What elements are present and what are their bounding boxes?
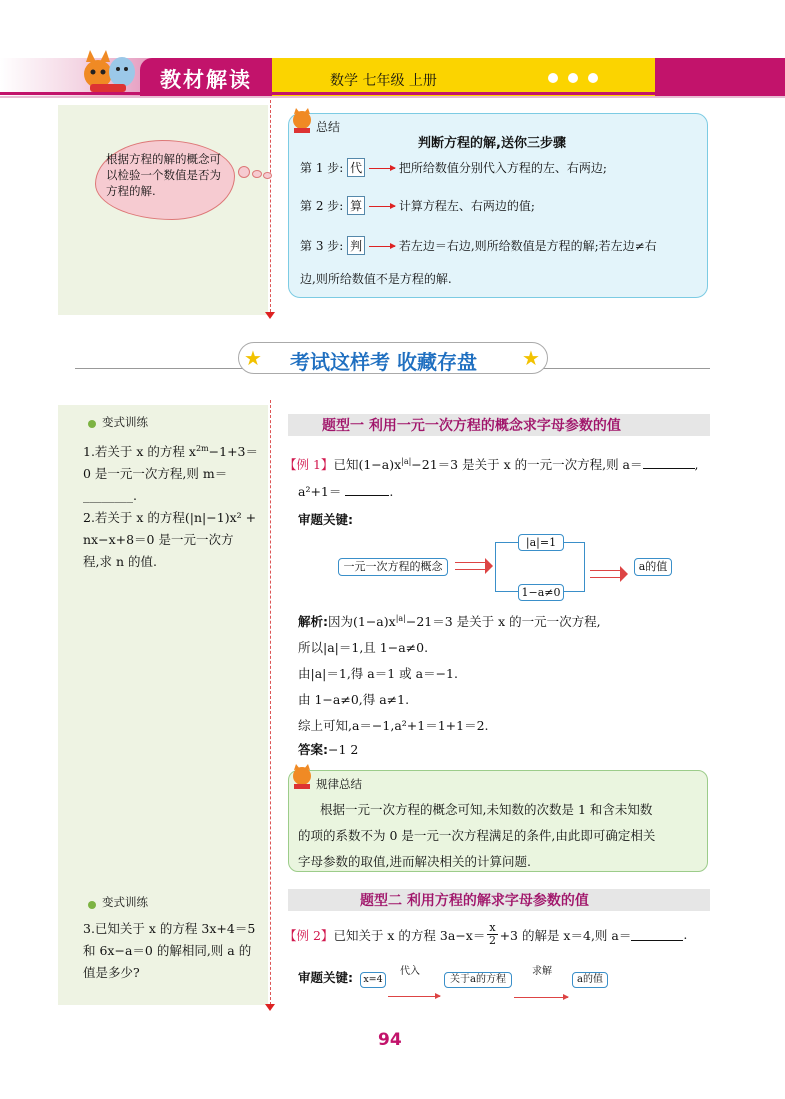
fraction-numerator: x [489, 921, 496, 934]
analysis-line-3: 由|a|＝1,得 a＝1 或 a＝−1. [298, 666, 458, 681]
example2-text-b: +3 的解是 x＝4,则 a＝ [499, 927, 632, 943]
type1-title: 题型一 利用一元一次方程的概念求字母参数的值 [322, 418, 621, 434]
section-banner-title: 考试这样考 收藏存盘 [290, 350, 477, 374]
column-divider [270, 100, 271, 312]
example1-tag: 【例 1】 [284, 457, 334, 472]
q3-line1: 3.已知关于 x 的方程 3x+4＝5 [83, 921, 256, 936]
analysis-text: 因为(1−a)x [328, 614, 396, 629]
star-icon: ★ [522, 346, 540, 370]
answer-label: 答案: [298, 742, 328, 757]
rule-label: 规律总结 [316, 777, 362, 791]
answer-value: −1 2 [328, 742, 359, 757]
mascot-icon [78, 50, 138, 94]
example1-sup: |a| [401, 456, 412, 466]
step-key: 判 [347, 236, 365, 255]
summary-step-3 [300, 236, 657, 255]
red-arrow-icon [369, 246, 395, 247]
q3-line2: 和 6x−a＝0 的解相同,则 a 的 [83, 943, 252, 958]
red-arrow-icon [369, 206, 395, 207]
flow2-arrow2-label: 求解 [532, 966, 552, 977]
analysis-line-4: 由 1−a≠0,得 a≠1. [298, 692, 410, 707]
cloud-note-text: 根据方程的解的概念可以检验一个数值是否为方程的解. [106, 152, 221, 198]
example1-line2: a²+1＝ . [298, 484, 394, 499]
summary-step-3-cont: 边,则所给数值不是方程的解. [300, 272, 452, 286]
example1-text-b: −21＝3 是关于 x 的一元一次方程,则 a＝ [411, 457, 643, 472]
side-question-1 [83, 438, 268, 573]
answer-line [298, 740, 358, 758]
thought-bubble [238, 166, 250, 178]
fraction [487, 922, 497, 947]
summary-heading: 判断方程的解,送你三步骤 [418, 136, 566, 151]
q3-line3: 值是多少? [83, 965, 140, 980]
analysis-line-1 [298, 612, 601, 630]
red-arrow-icon [514, 997, 568, 998]
answer-blank[interactable] [643, 457, 695, 469]
double-arrow-icon [590, 570, 620, 578]
summary-mascot-icon [290, 108, 314, 134]
key-label-1: 审题关键: [298, 512, 353, 527]
flow2-arrow1-label: 代入 [400, 966, 420, 977]
example1-line2-text: a²+1＝ [298, 484, 342, 499]
analysis-sup: |a| [395, 613, 406, 623]
side-exercise-label: 变式训练 [102, 415, 148, 429]
analysis-label: 解析: [298, 614, 328, 629]
flow2-mid-box: 关于a的方程 [444, 972, 512, 988]
type2-title: 题型二 利用方程的解求字母参数的值 [360, 893, 589, 909]
header-dot [568, 73, 578, 83]
q2-line1: 2.若关于 x 的方程(|n|−1)x² + [83, 510, 257, 526]
example1-text: 已知(1−a)x [333, 457, 402, 472]
header-dot [548, 73, 558, 83]
thought-bubble [252, 170, 262, 178]
answer-blank[interactable] [345, 484, 389, 496]
arrow-down-icon [265, 312, 275, 319]
step-prefix: 第 1 步: [300, 161, 344, 175]
header-dot [588, 73, 598, 83]
page-number: 94 [378, 1030, 402, 1050]
red-arrow-icon [369, 168, 395, 169]
rule-mascot-icon [290, 764, 314, 790]
side-exercise-label: 变式训练 [102, 895, 148, 909]
q1-text: 1.若关于 x 的方程 x [83, 444, 196, 460]
side-question-3 [83, 918, 268, 984]
flow-top-box: |a|=1 [518, 534, 564, 551]
rule-line-1: 根据一元一次方程的概念可知,未知数的次数是 1 和含未知数 [320, 802, 653, 817]
analysis-line-2: 所以|a|＝1,且 1−a≠0. [298, 640, 429, 655]
q1-line3: ________. [83, 488, 137, 504]
q2-line2: nx−x+8＝0 是一元一次方 [83, 532, 234, 548]
flow-end-box: a的值 [634, 558, 672, 576]
q1-sup: 2m [195, 444, 209, 453]
header-rule [0, 92, 785, 95]
pencil-icon [86, 896, 98, 915]
pencil-icon [86, 415, 98, 434]
flow2-end-box: a的值 [572, 972, 608, 988]
analysis-text-b: −21＝3 是关于 x 的一元一次方程, [405, 614, 601, 629]
arrow-down-icon [265, 1004, 275, 1011]
rule-line-3: 字母参数的取值,进而解决相关的计算问题. [298, 854, 531, 869]
header-rule-light [0, 96, 785, 98]
summary-step-2 [300, 196, 535, 215]
step-key: 算 [347, 196, 365, 215]
example2-tag: 【例 2】 [284, 927, 334, 943]
summary-step-1 [300, 158, 607, 177]
answer-blank[interactable] [631, 929, 683, 941]
header-book-info: 数学 七年级 上册 [330, 73, 437, 89]
example2: 【例 2】 已知关于 x 的方程 3a−x＝ $\frac{x}{2}$ +3 的解是 x＝4,则 a＝ . [284, 921, 688, 947]
double-arrow-icon [455, 562, 485, 570]
flow-start-box: 一元一次方程的概念 [338, 558, 448, 576]
flow-bottom-box: 1−a≠0 [518, 584, 564, 601]
example1: 【例 1】已知$(1-a)x^{|a|}-21=3$ 是关于 x 的一元一次方程,则 a＝ , [284, 456, 699, 472]
flow2-start-box: x=4 [360, 972, 386, 988]
step-prefix: 第 2 步: [300, 199, 344, 213]
red-arrow-icon [388, 996, 440, 997]
column-divider [270, 400, 271, 1005]
q1-text-b: −1+3＝ [208, 444, 258, 460]
summary-label: 总结 [316, 120, 341, 134]
cloud-note [95, 140, 235, 220]
step-key: 代 [347, 158, 365, 177]
rule-line-2: 的项的系数不为 0 是一元一次方程满足的条件,由此即可确定相关 [298, 828, 656, 843]
step-prefix: 第 3 步: [300, 239, 344, 253]
header-title: 教材解读 [160, 68, 252, 92]
q1-line2: 0 是一元一次方程,则 m＝ [83, 466, 228, 482]
q2-line3: 程,求 n 的值. [83, 554, 157, 570]
star-icon: ★ [244, 346, 262, 370]
thought-bubble [263, 172, 272, 179]
step-text: 若左边＝右边,则所给数值是方程的解;若左边≠右 [398, 239, 657, 253]
example2-text-a: 已知关于 x 的方程 3a−x＝ [333, 927, 486, 943]
analysis-line-5: 综上可知,a＝−1,a²+1＝1+1＝2. [298, 718, 489, 733]
step-text: 把所给数值分别代入方程的左、右两边; [398, 161, 607, 175]
key-label-2: 审题关键: [298, 970, 353, 985]
step-text: 计算方程左、右两边的值; [398, 199, 535, 213]
fraction-denominator: 2 [488, 934, 496, 947]
